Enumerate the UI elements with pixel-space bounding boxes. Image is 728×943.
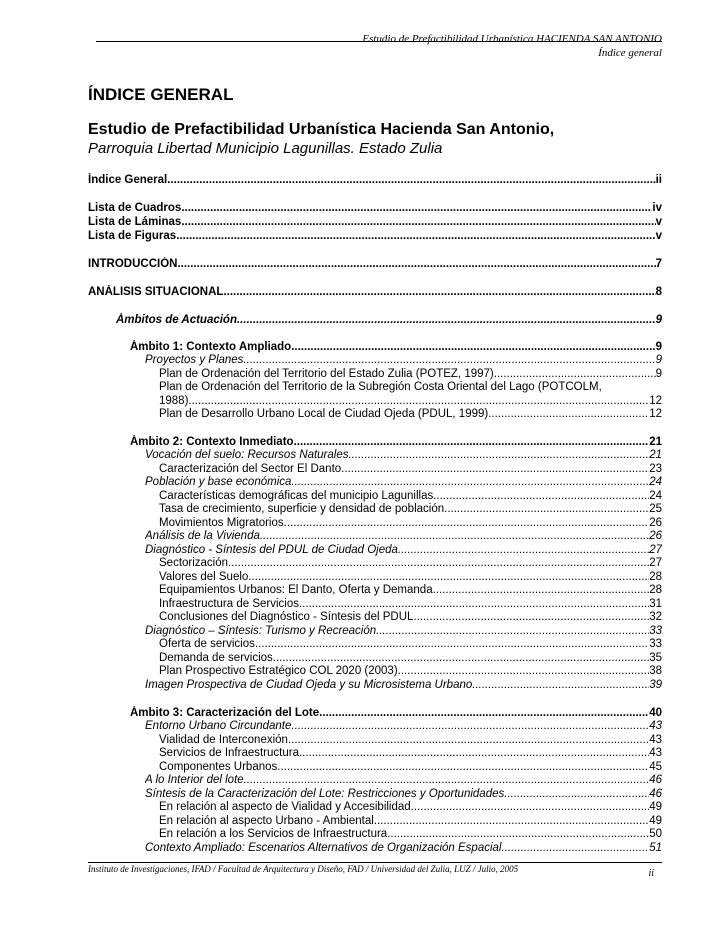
toc-entry[interactable]	[159, 827, 662, 841]
toc-entry[interactable]	[159, 367, 662, 381]
toc-entry-page: iv	[652, 202, 662, 214]
toc-entry-page: 39	[649, 679, 662, 691]
toc-entry-page: 8	[655, 286, 662, 298]
toc-entry-page: 21	[649, 436, 662, 448]
toc-entry[interactable]	[88, 285, 662, 299]
toc-entry-text: Lista de Láminas	[88, 216, 182, 228]
toc-entry[interactable]	[159, 407, 662, 421]
toc-entry[interactable]	[88, 229, 662, 243]
header-rule	[96, 41, 662, 42]
toc-entry-page: 26	[649, 530, 662, 542]
toc-entry[interactable]	[145, 787, 662, 801]
toc-entry-text: En relación a los Servicios de Infraestructura	[159, 828, 388, 840]
toc-entry-page: ii	[655, 174, 662, 186]
toc-entry-text: Valores del Suelo	[159, 571, 249, 583]
toc-entry-page: 33	[649, 638, 662, 650]
toc-entry-text: Análisis de la Vivienda	[145, 530, 260, 542]
document-subtitle: Parroquia Libertad Municipio Lagunillas. Estado Zulia	[88, 140, 443, 157]
toc-entry[interactable]	[145, 529, 662, 543]
toc-entry-page: 45	[649, 761, 662, 773]
toc-entry-page: 31	[649, 598, 662, 610]
toc-entry[interactable]	[159, 516, 662, 530]
toc-entry-page: 49	[649, 815, 662, 827]
toc-entry[interactable]	[145, 773, 662, 787]
toc-entry-text: Demanda de servicios	[159, 652, 273, 664]
toc-entry-page: 12	[649, 408, 662, 420]
toc-entry[interactable]	[88, 257, 662, 271]
toc-entry[interactable]	[145, 719, 662, 733]
toc-entry-page: v	[655, 216, 662, 228]
toc-entry-text: Plan de Desarrollo Urbano Local de Ciudad Ojeda (PDUL, 1999)	[159, 408, 489, 420]
toc-entry-page: 28	[649, 584, 662, 596]
toc-entry-text: Síntesis de la Caracterización del Lote: Restricciones y Oportunidades	[145, 788, 505, 800]
toc-entry-page: 51	[649, 842, 662, 854]
toc-entry[interactable]	[159, 394, 662, 408]
toc-entry[interactable]	[88, 215, 662, 229]
toc-entry-text: Índice General	[88, 174, 168, 186]
page-number: ii	[648, 868, 654, 879]
toc-entry[interactable]	[145, 353, 662, 367]
toc-entry[interactable]	[130, 340, 662, 354]
toc-entry-text: Lista de Cuadros	[88, 202, 182, 214]
toc-entry-text: Ámbito 2: Contexto Inmediato	[130, 436, 294, 448]
toc-entry-page: 28	[649, 571, 662, 583]
toc-entry-text: Diagnóstico – Síntesis: Turismo y Recreación	[145, 625, 377, 637]
toc-entry[interactable]	[145, 624, 662, 638]
toc-entry[interactable]	[159, 760, 662, 774]
toc-entry-page: 38	[649, 665, 662, 677]
toc-entry-page: 46	[649, 788, 662, 800]
toc-entry-text: Infraestructura de Servicios	[159, 598, 299, 610]
toc-entry[interactable]	[116, 313, 662, 327]
toc-entry-page: 9	[655, 314, 662, 326]
toc-entry-text: Ámbito 1: Contexto Ampliado	[130, 341, 292, 353]
toc-entry-text: Diagnóstico - Síntesis del PDUL de Ciudad Ojeda	[145, 544, 398, 556]
toc-entry-text: Conclusiones del Diagnóstico - Síntesis del PDUL	[159, 611, 414, 623]
toc-entry-text: Población y base económica	[145, 476, 292, 488]
toc-entry-page: 24	[649, 490, 662, 502]
toc-entry-text: Imagen Prospectiva de Ciudad Ojeda y su Microsistema Urbano	[145, 679, 473, 691]
toc-entry-text: Oferta de servicios	[159, 638, 255, 650]
toc-entry-page: 50	[649, 828, 662, 840]
toc-entry-page: 40	[649, 707, 662, 719]
running-header-section: Índice general	[598, 47, 662, 59]
toc-entry[interactable]	[159, 583, 662, 597]
toc-entry-page: 49	[649, 801, 662, 813]
toc-entry[interactable]	[159, 570, 662, 584]
toc-entry[interactable]	[159, 610, 662, 624]
toc-entry-page: 26	[649, 517, 662, 529]
toc-entry[interactable]	[159, 746, 662, 760]
toc-entry-text: Vocación del suelo: Recursos Naturales	[145, 449, 349, 461]
footer-rule	[88, 862, 662, 863]
toc-entry-text: Entorno Urbano Circundante	[145, 720, 292, 732]
toc-entry[interactable]	[145, 543, 662, 557]
toc-entry-text: Ámbitos de Actuación	[116, 314, 237, 326]
toc-entry[interactable]	[159, 651, 662, 665]
toc-entry-text: En relación al aspecto de Vialidad y Accesibilidad	[159, 801, 411, 813]
document-title: Estudio de Prefactibilidad Urbanística Hacienda San Antonio,	[88, 121, 555, 138]
toc-entry-text: Lista de Figuras	[88, 230, 177, 242]
toc-entry-text: En relación al aspecto Urbano - Ambiental	[159, 815, 374, 827]
toc-entry[interactable]	[159, 637, 662, 651]
toc-entry[interactable]	[159, 597, 662, 611]
toc-entry-text: Plan de Ordenación del Territorio de la Subregión Costa Oriental del Lago (POTCOLM,	[159, 381, 602, 393]
toc-entry-text: A lo Interior del lote	[145, 774, 244, 786]
toc-entry-text: Ámbito 3: Caracterización del Lote	[130, 707, 320, 719]
toc-entry-page: 27	[649, 557, 662, 569]
toc-entry-text: Tasa de crecimiento, superficie y densidad de población	[159, 503, 445, 515]
toc-entry-text: Características demográficas del municipio Lagunillas	[159, 490, 434, 502]
toc-entry-text: 1988)	[159, 395, 189, 407]
toc-entry[interactable]	[159, 733, 662, 747]
toc-entry[interactable]	[88, 173, 662, 187]
toc-entry-page: 27	[649, 544, 662, 556]
toc-entry[interactable]	[130, 435, 662, 449]
toc-entry[interactable]	[159, 462, 662, 476]
toc-entry-page: 24	[649, 476, 662, 488]
toc-entry-text: Caracterización del Sector El Danto	[159, 463, 342, 475]
toc-entry-text: Sectorización	[159, 557, 229, 569]
toc-entry[interactable]	[159, 489, 662, 503]
toc-entry-page: 12	[649, 395, 662, 407]
toc-entry-page: 43	[649, 734, 662, 746]
toc-entry[interactable]	[159, 664, 662, 678]
toc-entry[interactable]	[130, 706, 662, 720]
toc-entry-text: Proyectos y Planes	[145, 354, 244, 366]
toc-entry-text: INTRODUCCIÓN	[88, 258, 178, 270]
toc-entry[interactable]	[159, 556, 662, 570]
toc-entry-text: Componentes Urbanos	[159, 761, 278, 773]
toc-entry-page: 46	[649, 774, 662, 786]
toc-entry[interactable]	[145, 475, 662, 489]
toc-entry-text: Servicios de Infraestructura	[159, 747, 299, 759]
toc-entry-text: Equipamientos Urbanos: El Danto, Oferta y Demanda	[159, 584, 433, 596]
toc-entry-page: 9	[655, 368, 662, 380]
page-title: ÍNDICE GENERAL	[88, 85, 234, 104]
running-header-title: Estudio de Prefactibilidad Urbanística HACIENDA SAN ANTONIO	[362, 33, 662, 45]
toc-entry-page: 32	[649, 611, 662, 623]
toc-entry[interactable]	[159, 800, 662, 814]
toc-entry-page: 23	[649, 463, 662, 475]
toc-entry-page: 33	[649, 625, 662, 637]
toc-entry[interactable]	[88, 201, 662, 215]
toc-entry-page: v	[655, 230, 662, 242]
footer-text: Instituto de Investigaciones, IFAD / Facultad de Arquitectura y Diseño, FAD / Universidad del Zulia, LUZ / Julio, 2005	[88, 864, 519, 874]
toc-entry[interactable]	[145, 448, 662, 462]
toc-entry[interactable]	[159, 814, 662, 828]
toc-entry-text: Vialidad de Interconexión	[159, 734, 288, 746]
toc-entry-page: 9	[655, 341, 662, 353]
toc-entry[interactable]	[159, 502, 662, 516]
toc-entry-page: 43	[649, 747, 662, 759]
toc-entry-wrapped-line[interactable]	[159, 380, 662, 394]
toc-entry-text: Contexto Ampliado: Escenarios Alternativos de Organización Espacial	[145, 842, 502, 854]
toc-entry-page: 21	[649, 449, 662, 461]
toc-entry-page: 7	[655, 258, 662, 270]
toc-entry-text: Plan Prospectivo Estratégico COL 2020 (2003)	[159, 665, 398, 677]
toc-entry-text: Movimientos Migratorios	[159, 517, 284, 529]
toc-entry-page: 43	[649, 720, 662, 732]
toc-entry-page: 9	[655, 354, 662, 366]
toc-entry[interactable]	[145, 841, 662, 855]
toc-entry-page: 25	[649, 503, 662, 515]
toc-entry-text: ANÁLISIS SITUACIONAL	[88, 286, 224, 298]
toc-entry-page: 35	[649, 652, 662, 664]
toc-entry-text: Plan de Ordenación del Territorio del Estado Zulia (POTEZ, 1997)	[159, 368, 494, 380]
toc-entry[interactable]	[145, 678, 662, 692]
